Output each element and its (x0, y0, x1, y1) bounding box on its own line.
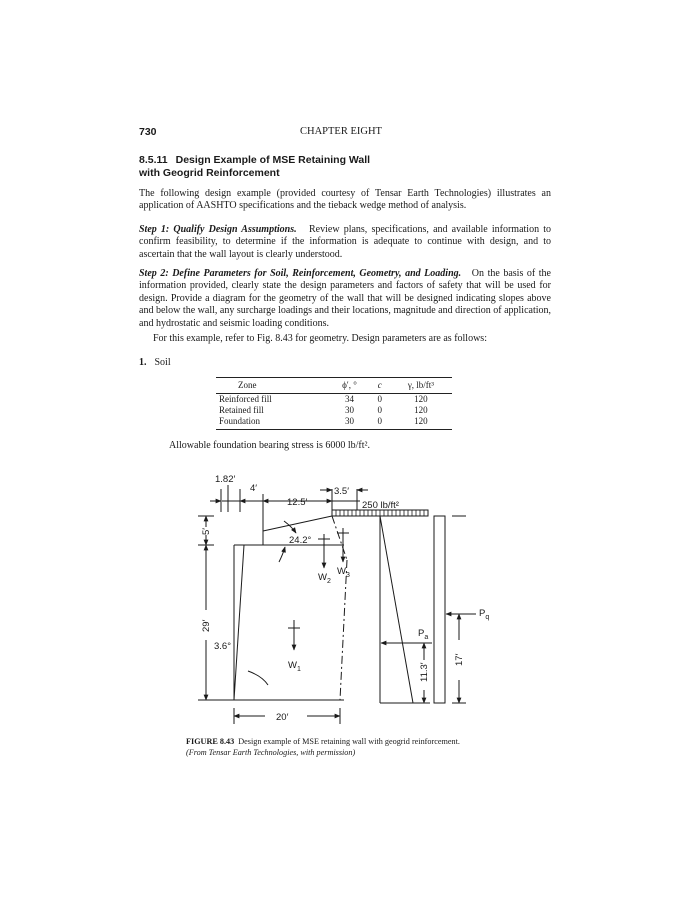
soil-item-label: Soil (154, 357, 171, 368)
figure-caption (186, 736, 460, 758)
figure-label: FIGURE 8.43 (186, 737, 235, 746)
gamma-cell: 120 (414, 405, 428, 415)
phi-cell: 30 (329, 416, 369, 430)
figure-caption-text: Design example of MSE retaining wall with geogrid reinforcement. (238, 737, 460, 746)
dashed-line (332, 516, 347, 560)
col-phi: ϕ′, ° (329, 378, 369, 394)
zone-cell: Retained fill (219, 405, 264, 415)
dim-4: 4′ (250, 483, 258, 494)
col-gamma: γ, lb/ft³ (390, 378, 452, 394)
step1-title: Step 1: Qualify Design Assumptions. (139, 224, 297, 235)
section-number: 8.5.11 (139, 154, 168, 166)
step2-text: On the basis of the information provided, clearly state the design parameters and factors of safety that will be used for design. Provide a diagram for the geometry of the wall that will be designed indicating slopes above and below the wall, any surcharge loadings and their locations, magnitude and direction of application, and hydrostatic and seismic loading conditions. (139, 268, 551, 329)
gamma-cell: 120 (414, 394, 428, 404)
dim-11-3: 11.3′ (419, 662, 430, 682)
w2-label: $W_2$ (318, 572, 331, 585)
surcharge-pressure-block (434, 516, 445, 703)
dim-3-5: 3.5′ (334, 486, 349, 497)
section-title-line2: with Geogrid Reinforcement (139, 167, 280, 179)
step1-text: Review plans, specifications, and available information to confirm feasibility, to determine if the information is adequate to continue with design, and to ascertain that the wall layout is clearly understood. (139, 224, 551, 260)
dim-17: 17′ (454, 653, 465, 666)
phi-cell: 34 (344, 394, 354, 404)
angle-3-6: 3.6° (214, 641, 232, 652)
slope-line (263, 516, 332, 531)
wall-batter-line (234, 545, 244, 700)
example-reference: For this example, refer to Fig. 8.43 for geometry. Design parameters are as follows: (153, 333, 487, 344)
angle-24-2: 24.2° (289, 535, 312, 546)
dashed-line (340, 560, 347, 700)
angle-arc-36 (248, 671, 268, 685)
zone-cell: Reinforced fill (219, 394, 272, 404)
dim-20: 20′ (276, 712, 289, 723)
col-c: c (370, 378, 390, 394)
w1-label: $W_1$ (288, 660, 301, 673)
c-cell: 0 (377, 405, 382, 415)
dim-12-5: 12.5′ (287, 497, 308, 508)
figure-source: (From Tensar Earth Technologies, with permission) (186, 748, 356, 757)
step2-title: Step 2: Define Parameters for Soil, Reinforcement, Geometry, and Loading. (139, 268, 462, 279)
allowable-bearing-text: Allowable foundation bearing stress is 6000 lb/ft². (169, 440, 371, 451)
pq-label: $P_q$ (479, 608, 490, 621)
pa-label: $P_a$ (418, 628, 429, 641)
c-cell: 0 (370, 416, 390, 430)
zone-cell: Foundation (216, 416, 329, 430)
pressure-diagonal (380, 516, 413, 703)
phi-cell: 30 (344, 405, 354, 415)
gamma-cell: 120 (390, 416, 452, 430)
angle-leader-24 (284, 521, 296, 533)
w3-label: $W_3$ (337, 566, 350, 579)
dim-1-82: 1.82′ (215, 474, 236, 485)
c-cell: 0 (377, 394, 382, 404)
col-zone: Zone (216, 378, 329, 394)
dim-29: 29′ (201, 619, 212, 632)
dim-5: 5′ (201, 527, 212, 535)
chapter-header: CHAPTER EIGHT (300, 126, 382, 137)
angle-leader-24b (279, 547, 285, 562)
intro-paragraph: The following design example (provided courtesy of Tensar Earth Technologies) illustrates an application of AASHTO specifications and the tieback wedge method of analysis. (139, 188, 551, 212)
surcharge-label: 250 lb/ft² (362, 500, 399, 511)
page-number: 730 (139, 126, 157, 138)
soil-item-number: 1. (139, 357, 147, 368)
section-title-line1: Design Example of MSE Retaining Wall (175, 154, 371, 166)
